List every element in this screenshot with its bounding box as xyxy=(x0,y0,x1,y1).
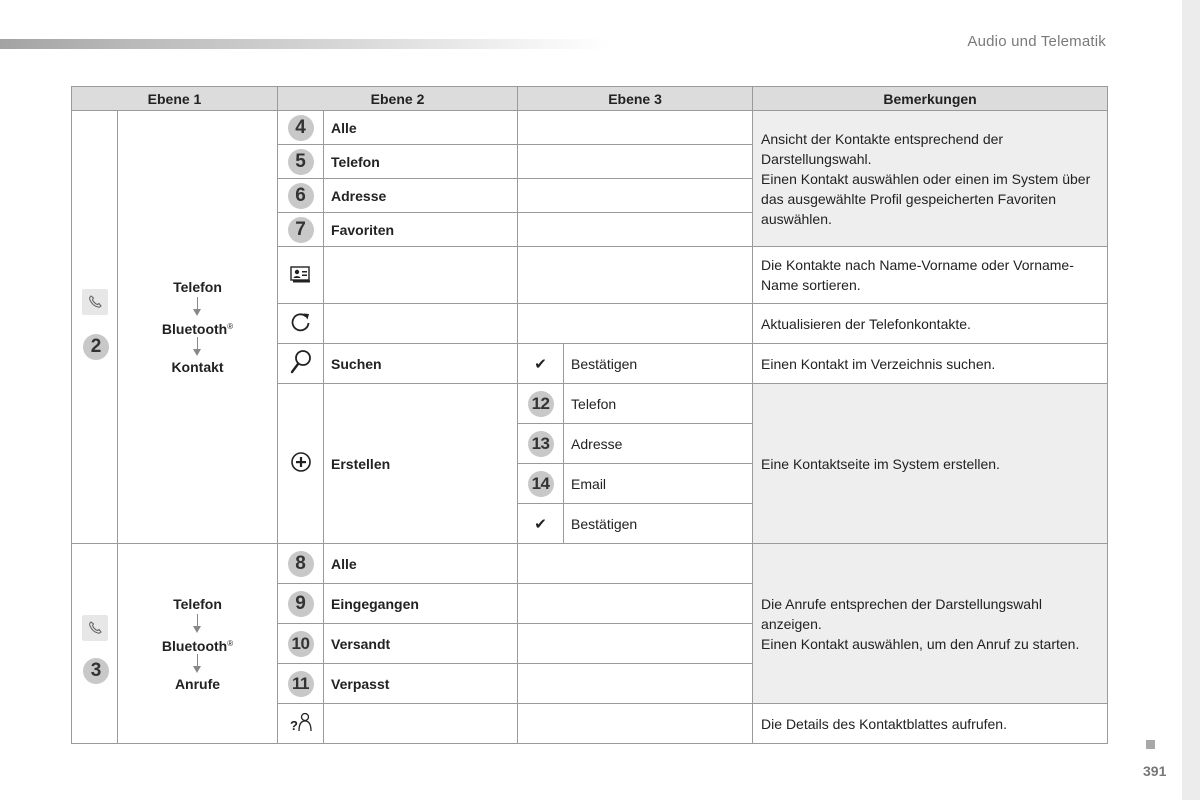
remark-search: Einen Kontakt im Verzeichnis suchen. xyxy=(753,344,1108,384)
down-arrow-icon xyxy=(193,337,202,357)
level3-empty xyxy=(518,247,753,304)
badge-cell xyxy=(278,624,324,664)
menu-item-verpasst[interactable]: Verpasst xyxy=(324,664,518,704)
remark-contacts-view: Ansicht der Kontakte entsprechend der Darstellungswahl. Einen Kontakt auswählen oder einen im System über das ausgewählte Profil gespeicherten Favoriten auswählen. xyxy=(753,111,1108,247)
menu-item-alle[interactable]: Alle xyxy=(324,111,518,145)
page-marker xyxy=(1146,740,1155,749)
level2-empty xyxy=(324,247,518,304)
menu-item-telefon[interactable]: Telefon xyxy=(324,145,518,179)
badge-4: 4 xyxy=(288,115,314,141)
phone-icon xyxy=(82,615,108,641)
level1-path-cell xyxy=(118,544,278,744)
badge-6: 6 xyxy=(288,183,314,209)
badge-cell xyxy=(278,145,324,179)
plus-circle-icon[interactable] xyxy=(278,384,324,544)
level1-icon-cell xyxy=(72,111,118,544)
chain-bluetooth: Bluetooth® xyxy=(161,321,234,337)
level2-empty xyxy=(324,704,518,744)
down-arrow-icon xyxy=(193,614,202,634)
menu-item-favoriten[interactable]: Favoriten xyxy=(324,213,518,247)
menu-item-eingegangen[interactable]: Eingegangen xyxy=(324,584,518,624)
header-ebene-3: Ebene 3 xyxy=(518,87,753,111)
level1-badge: 3 xyxy=(83,658,109,684)
level3-empty xyxy=(518,304,753,344)
right-margin-bar xyxy=(1182,0,1200,800)
page-header-title: Audio und Telematik xyxy=(967,33,1106,50)
remark-calls-view: Die Anrufe entsprechen der Darstellungswahl anzeigen. Einen Kontakt auswählen, um den Anruf zu starten. xyxy=(753,544,1108,704)
badge-9: 9 xyxy=(288,591,314,617)
badge-13: 13 xyxy=(528,431,554,457)
phone-icon xyxy=(82,289,108,315)
chain-telefon: Telefon xyxy=(173,279,222,295)
menu-item-adresse[interactable]: Adresse xyxy=(324,179,518,213)
badge-cell xyxy=(278,664,324,704)
level1-badge: 2 xyxy=(83,334,109,360)
table-row xyxy=(72,111,1108,145)
remark-create: Eine Kontaktseite im System erstellen. xyxy=(753,384,1108,544)
badge-cell xyxy=(278,111,324,145)
menu-item-versandt[interactable]: Versandt xyxy=(324,624,518,664)
level3-bestaetigen[interactable]: Bestätigen xyxy=(564,344,753,384)
search-magnifier-icon[interactable] xyxy=(278,344,324,384)
level3-empty xyxy=(518,664,753,704)
menu-item-erstellen[interactable]: Erstellen xyxy=(324,384,518,544)
level1-path-cell xyxy=(118,111,278,544)
level3-empty xyxy=(518,213,753,247)
badge-cell xyxy=(518,384,564,424)
badge-cell xyxy=(278,213,324,247)
chain-telefon: Telefon xyxy=(173,595,222,612)
menu-item-alle[interactable]: Alle xyxy=(324,544,518,584)
remark-sort: Die Kontakte nach Name-Vorname oder Vorname-Name sortieren. xyxy=(753,247,1108,304)
badge-11: 11 xyxy=(288,671,314,697)
level3-empty xyxy=(518,544,753,584)
level2-empty xyxy=(324,304,518,344)
contact-card-sort-icon[interactable] xyxy=(278,247,324,304)
level3-empty xyxy=(518,624,753,664)
badge-cell xyxy=(518,464,564,504)
level3-telefon[interactable]: Telefon xyxy=(564,384,753,424)
level3-empty xyxy=(518,111,753,145)
table-row xyxy=(72,544,1108,584)
badge-cell xyxy=(278,179,324,213)
badge-cell xyxy=(278,584,324,624)
chain-bluetooth: Bluetooth® xyxy=(161,637,234,654)
badge-14: 14 xyxy=(528,471,554,497)
checkmark-icon: ✔ xyxy=(518,504,564,544)
level3-adresse[interactable]: Adresse xyxy=(564,424,753,464)
contact-details-icon[interactable] xyxy=(278,704,324,744)
badge-12: 12 xyxy=(528,391,554,417)
header-ebene-2: Ebene 2 xyxy=(278,87,518,111)
badge-7: 7 xyxy=(288,217,314,243)
badge-5: 5 xyxy=(288,149,314,175)
header-bemerkungen: Bemerkungen xyxy=(753,87,1108,111)
header-ebene-1: Ebene 1 xyxy=(72,87,278,111)
badge-8: 8 xyxy=(288,551,314,577)
level3-email[interactable]: Email xyxy=(564,464,753,504)
header-gradient-bar xyxy=(0,39,610,49)
checkmark-icon: ✔ xyxy=(518,344,564,384)
down-arrow-icon xyxy=(193,297,202,317)
chain-kontakt: Kontakt xyxy=(171,359,224,375)
table-header-row xyxy=(72,87,1108,111)
down-arrow-icon xyxy=(193,654,202,674)
level1-icon-cell xyxy=(72,544,118,744)
chain-anrufe: Anrufe xyxy=(174,675,221,692)
page-number: 391 xyxy=(1143,763,1167,779)
remark-refresh: Aktualisieren der Telefonkontakte. xyxy=(753,304,1108,344)
level3-bestaetigen[interactable]: Bestätigen xyxy=(564,504,753,544)
remark-details: Die Details des Kontaktblattes aufrufen. xyxy=(753,704,1108,744)
refresh-icon[interactable] xyxy=(278,304,324,344)
badge-10: 10 xyxy=(288,631,314,657)
level3-empty xyxy=(518,145,753,179)
level3-empty xyxy=(518,179,753,213)
level3-empty xyxy=(518,704,753,744)
badge-cell xyxy=(278,544,324,584)
level3-empty xyxy=(518,584,753,624)
badge-cell xyxy=(518,424,564,464)
menu-item-suchen[interactable]: Suchen xyxy=(324,344,518,384)
menu-structure-table xyxy=(71,86,1108,744)
svg-text:?: ? xyxy=(289,718,298,733)
